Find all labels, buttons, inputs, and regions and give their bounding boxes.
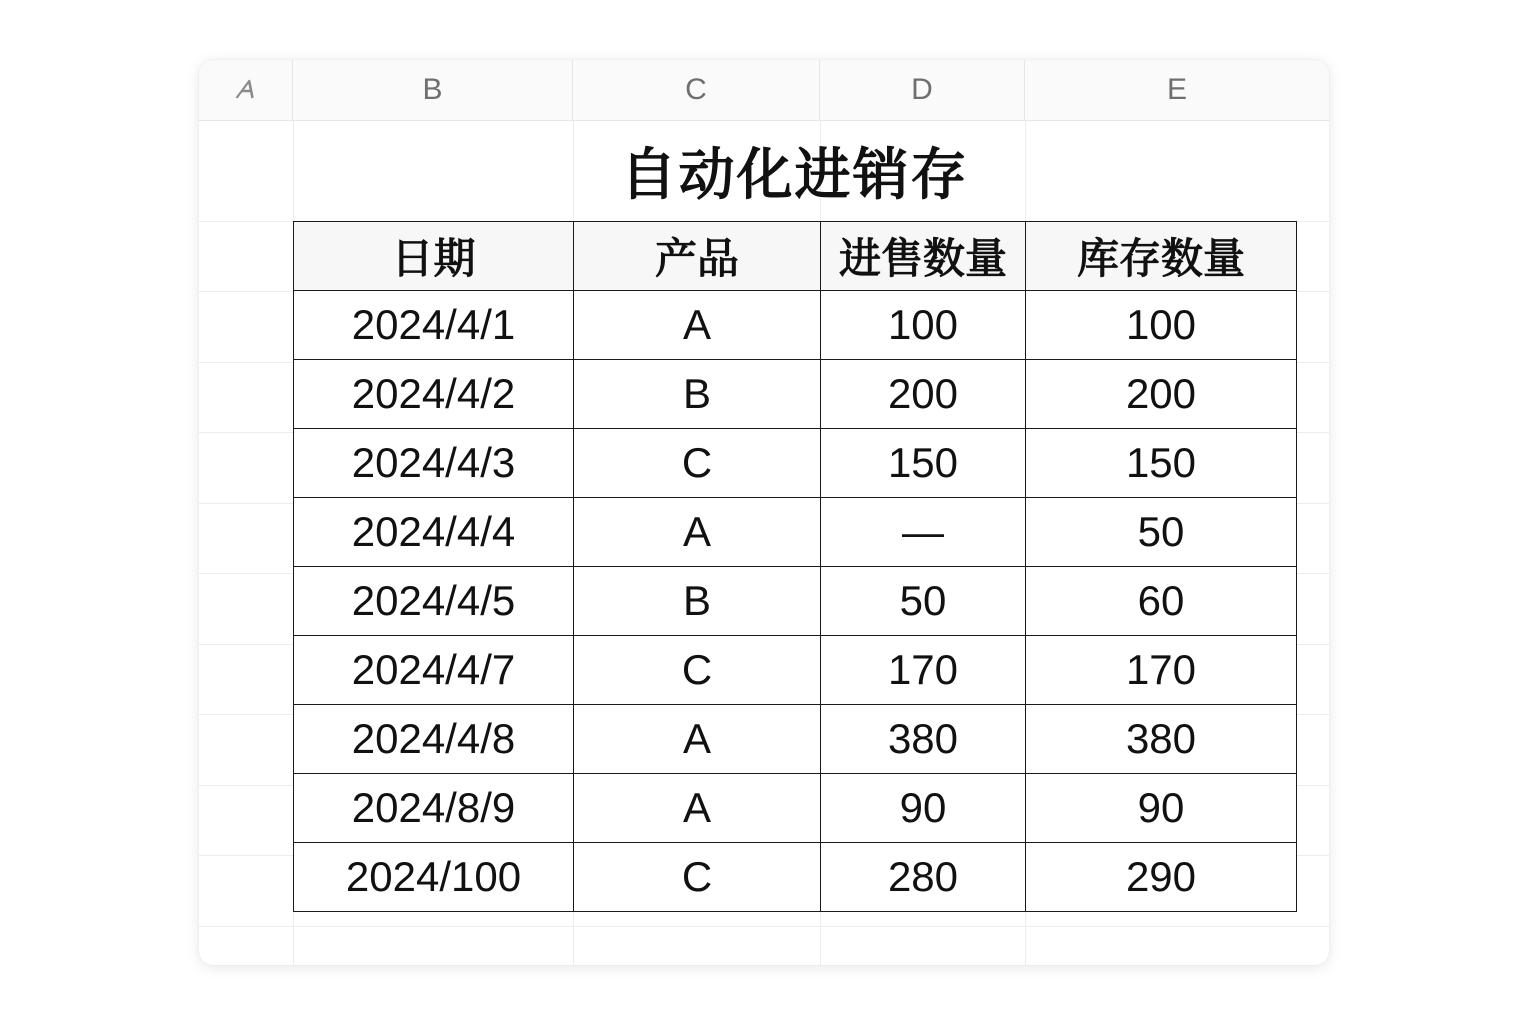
header-row: [294, 222, 1297, 291]
cell-product[interactable]: B: [574, 567, 821, 636]
cell-sales-quantity[interactable]: 50: [821, 567, 1026, 636]
cell-product[interactable]: C: [574, 429, 821, 498]
cell-date[interactable]: 2024/4/5: [294, 567, 574, 636]
cell-stock-quantity[interactable]: 170: [1026, 636, 1297, 705]
cell-product[interactable]: A: [574, 291, 821, 360]
cell-product[interactable]: A: [574, 498, 821, 567]
table-row: [294, 705, 1297, 774]
cell-sales-quantity[interactable]: 100: [821, 291, 1026, 360]
cell-product[interactable]: C: [574, 636, 821, 705]
spreadsheet: [199, 60, 1329, 965]
column-header-c[interactable]: C: [573, 60, 820, 120]
cell-date[interactable]: 2024/4/2: [294, 360, 574, 429]
cell-stock-quantity[interactable]: 90: [1026, 774, 1297, 843]
column-header-b[interactable]: B: [293, 60, 573, 120]
cell-date[interactable]: 2024/100: [294, 843, 574, 912]
cell-product[interactable]: C: [574, 843, 821, 912]
table-row: [294, 498, 1297, 567]
cell-stock-quantity[interactable]: 150: [1026, 429, 1297, 498]
header-sales-quantity[interactable]: 进售数量: [821, 222, 1026, 291]
column-header-d[interactable]: D: [820, 60, 1025, 120]
cell-sales-quantity[interactable]: —: [821, 498, 1026, 567]
sheet-title[interactable]: 自动化进销存: [620, 143, 969, 208]
cell-sales-quantity[interactable]: 280: [821, 843, 1026, 912]
select-all-corner-icon[interactable]: [199, 60, 293, 120]
cell-stock-quantity[interactable]: 200: [1026, 360, 1297, 429]
header-product[interactable]: 产品: [574, 222, 821, 291]
column-header-e[interactable]: E: [1166, 73, 1187, 106]
cell-sales-quantity[interactable]: 150: [821, 429, 1026, 498]
cell-stock-quantity[interactable]: 60: [1026, 567, 1297, 636]
cell-stock-quantity[interactable]: 290: [1026, 843, 1297, 912]
cell-date[interactable]: 2024/4/8: [294, 705, 574, 774]
column-header-bar: [199, 60, 1329, 121]
table-row: [294, 567, 1297, 636]
cell-date[interactable]: 2024/4/7: [294, 636, 574, 705]
cell-product[interactable]: A: [574, 774, 821, 843]
grid-line: [199, 926, 1329, 927]
table-row: [294, 429, 1297, 498]
inventory-table: [293, 221, 1297, 912]
header-stock-quantity[interactable]: 库存数量: [1026, 222, 1297, 291]
cell-sales-quantity[interactable]: 380: [821, 705, 1026, 774]
cell-sales-quantity[interactable]: 90: [821, 774, 1026, 843]
cell-date[interactable]: 2024/4/1: [294, 291, 574, 360]
table-row: [294, 291, 1297, 360]
cell-sales-quantity[interactable]: 170: [821, 636, 1026, 705]
cell-product[interactable]: B: [574, 360, 821, 429]
cell-product[interactable]: A: [574, 705, 821, 774]
header-date[interactable]: 日期: [294, 222, 574, 291]
cell-stock-quantity[interactable]: 100: [1026, 291, 1297, 360]
table-row: [294, 774, 1297, 843]
cell-date[interactable]: 2024/4/3: [294, 429, 574, 498]
cell-stock-quantity[interactable]: 50: [1026, 498, 1297, 567]
cell-date[interactable]: 2024/4/4: [294, 498, 574, 567]
table-row: [294, 360, 1297, 429]
table-body: [294, 291, 1297, 912]
cell-sales-quantity[interactable]: 200: [821, 360, 1026, 429]
table-row: [294, 843, 1297, 912]
table-row: [294, 636, 1297, 705]
cell-stock-quantity[interactable]: 380: [1026, 705, 1297, 774]
cell-date[interactable]: 2024/8/9: [294, 774, 574, 843]
